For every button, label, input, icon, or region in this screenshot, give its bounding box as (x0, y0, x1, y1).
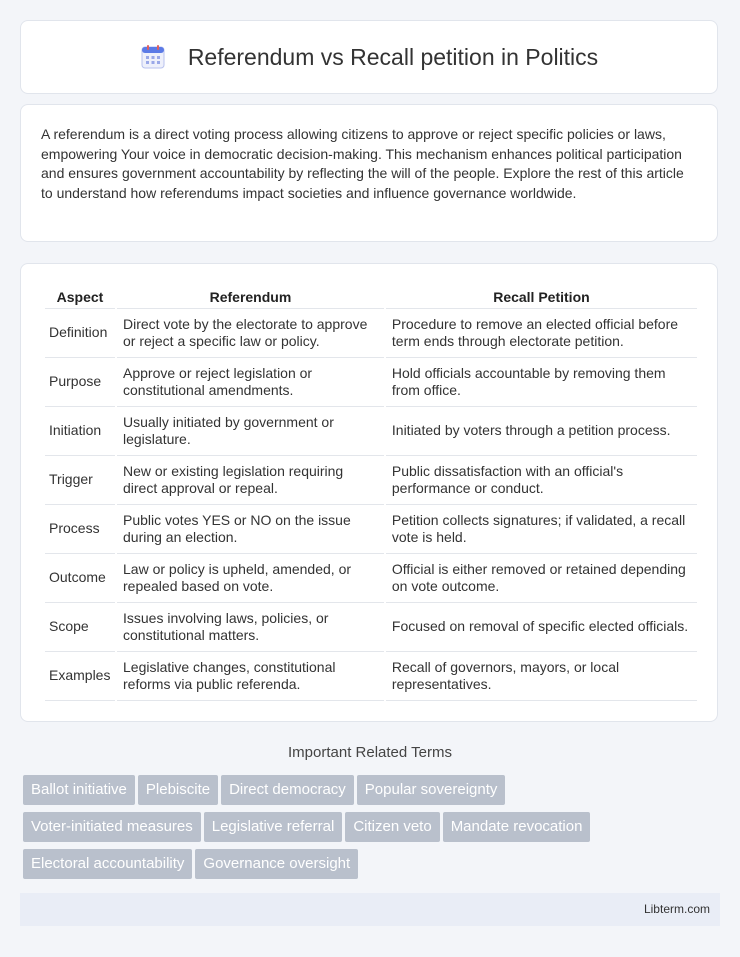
cell-referendum: New or existing legislation requiring direct approval or repeal. (117, 456, 384, 505)
cell-recall-petition: Initiated by voters through a petition process. (386, 407, 697, 456)
footer-site-link[interactable]: Libterm.com (643, 902, 710, 916)
cell-referendum: Direct vote by the electorate to approve or reject a specific law or policy. (117, 309, 384, 358)
cell-aspect: Scope (45, 603, 115, 652)
tag-governance-oversight[interactable]: Governance oversight (195, 849, 358, 879)
title-card (20, 20, 718, 94)
related-terms-heading: Important Related Terms (288, 744, 452, 761)
cell-referendum: Usually initiated by government or legislature. (117, 407, 384, 456)
intro-paragraph: A referendum is a direct voting process allowing citizens to approve or reject specific policies or laws, empowering Your voice in democratic decision-making. This mechanism enhances political participation and ensures government accountability by reflecting the will of the people. Explore the rest of this article to understand how referendums impact societies and influence governance worldwide. (41, 126, 684, 201)
tag-plebiscite[interactable]: Plebiscite (138, 775, 218, 805)
column-header-referendum: Referendum (117, 286, 384, 309)
table-row (45, 603, 697, 652)
cell-aspect: Purpose (45, 358, 115, 407)
cell-aspect: Process (45, 505, 115, 554)
column-header-aspect: Aspect (45, 286, 115, 309)
tag-mandate-revocation[interactable]: Mandate revocation (443, 812, 591, 842)
calendar-icon (140, 44, 166, 70)
cell-recall-petition: Focused on removal of specific elected officials. (386, 603, 697, 652)
cell-referendum: Law or policy is upheld, amended, or repealed based on vote. (117, 554, 384, 603)
footer (20, 893, 720, 926)
table-row (45, 358, 697, 407)
cell-recall-petition: Petition collects signatures; if validated, a recall vote is held. (386, 505, 697, 554)
cell-aspect: Definition (45, 309, 115, 358)
table-row (45, 652, 697, 701)
cell-recall-petition: Public dissatisfaction with an official's performance or conduct. (386, 456, 697, 505)
cell-recall-petition: Hold officials accountable by removing them from office. (386, 358, 697, 407)
tag-ballot-initiative[interactable]: Ballot initiative (23, 775, 135, 805)
intro-card (20, 104, 718, 242)
tag-direct-democracy[interactable]: Direct democracy (221, 775, 354, 805)
tag-legislative-referral[interactable]: Legislative referral (204, 812, 343, 842)
cell-recall-petition: Official is either removed or retained depending on vote outcome. (386, 554, 697, 603)
table-row (45, 505, 697, 554)
page-title: Referendum vs Recall petition in Politics (187, 43, 599, 70)
cell-recall-petition: Recall of governors, mayors, or local representatives. (386, 652, 697, 701)
cell-recall-petition: Procedure to remove an elected official before term ends through electorate petition. (386, 309, 697, 358)
cell-referendum: Issues involving laws, policies, or constitutional matters. (117, 603, 384, 652)
cell-referendum: Approve or reject legislation or constitutional amendments. (117, 358, 384, 407)
cell-referendum: Legislative changes, constitutional reforms via public referenda. (117, 652, 384, 701)
column-header-recall-petition: Recall Petition (386, 286, 697, 309)
tag-voter-initiated-measures[interactable]: Voter-initiated measures (23, 812, 201, 842)
cell-referendum: Public votes YES or NO on the issue during an election. (117, 505, 384, 554)
comparison-table (43, 286, 699, 701)
tag-citizen-veto[interactable]: Citizen veto (345, 812, 439, 842)
tag-popular-sovereignty[interactable]: Popular sovereignty (357, 775, 506, 805)
cell-aspect: Initiation (45, 407, 115, 456)
table-row (45, 407, 697, 456)
table-row (45, 456, 697, 505)
cell-aspect: Outcome (45, 554, 115, 603)
table-row (45, 309, 697, 358)
comparison-card (20, 263, 718, 722)
table-row (45, 554, 697, 603)
cell-aspect: Trigger (45, 456, 115, 505)
cell-aspect: Examples (45, 652, 115, 701)
related-terms-list (23, 775, 723, 886)
table-header-row (45, 286, 697, 309)
tag-electoral-accountability[interactable]: Electoral accountability (23, 849, 192, 879)
